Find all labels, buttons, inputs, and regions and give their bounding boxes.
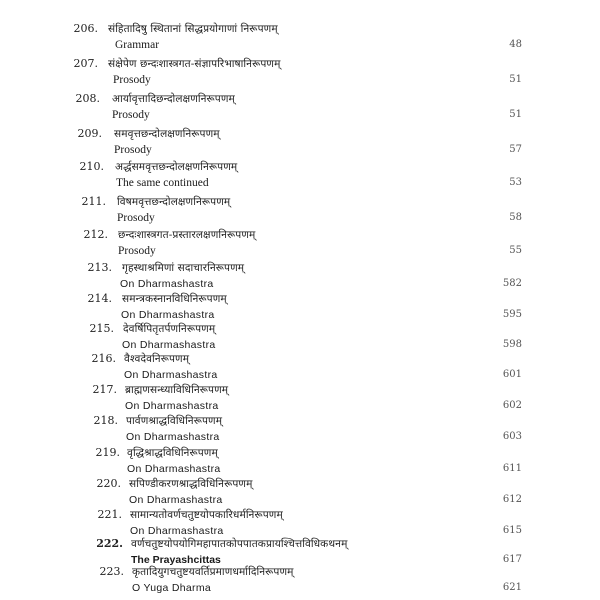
entry-number: 212. — [83, 228, 108, 241]
entry-number: 223. — [99, 565, 124, 578]
toc-entry-217 — [0, 383, 600, 417]
english-title: Prosody — [118, 245, 156, 257]
entry-number: 215. — [89, 322, 114, 335]
entry-number: 217. — [92, 383, 117, 396]
page-number: 603 — [502, 431, 522, 442]
page-number: 48 — [509, 39, 522, 50]
sanskrit-title: विषमवृत्तछन्दोलक्षणनिरूपणम् — [117, 196, 231, 208]
english-title: Prosody — [114, 144, 152, 156]
entry-number: 216. — [91, 352, 116, 365]
toc-entry-208 — [0, 92, 600, 126]
sanskrit-title: समवृत्तछन्दोलक्षणनिरूपणम् — [114, 128, 220, 140]
toc-entry-218 — [0, 414, 600, 448]
sanskrit-title: अर्द्धसमवृत्तछन्दोलक्षणनिरूपणम् — [115, 161, 238, 173]
sanskrit-title: वर्णचतुष्टयोपयोगिमहापातकोपपातकप्रायश्चित्तविधिकथनम् — [131, 538, 348, 550]
english-title: Prosody — [112, 109, 150, 121]
toc-entry-209 — [0, 127, 600, 161]
page-number: 601 — [502, 369, 522, 380]
entry-number: 209. — [77, 127, 102, 140]
sanskrit-title: गृहस्थाश्रमिणां सदाचारनिरूपणम् — [122, 262, 245, 274]
toc-entry-215 — [0, 322, 600, 356]
english-title: On Dharmashastra — [125, 400, 219, 412]
page-number: 57 — [509, 144, 522, 155]
entry-number: 207. — [73, 57, 98, 70]
sanskrit-title: ब्राह्मणसन्ध्याविधिनिरूपणम् — [125, 384, 229, 396]
toc-entry-214 — [0, 292, 600, 326]
page-number: 602 — [502, 400, 522, 411]
page-number: 615 — [502, 525, 522, 536]
toc-entry-223 — [0, 565, 600, 599]
page-number: 51 — [509, 74, 522, 85]
toc-entry-211 — [0, 195, 600, 229]
toc-entry-206 — [0, 22, 600, 56]
page-number: 53 — [509, 177, 522, 188]
toc-entry-213 — [0, 261, 600, 295]
english-title: On Dharmashastra — [121, 309, 215, 321]
toc-entry-216 — [0, 352, 600, 386]
sanskrit-title: संक्षेपेण छन्दःशास्त्रगत-संज्ञापरिभाषानिरूपणम् — [108, 58, 281, 70]
entry-number: 219. — [95, 446, 120, 459]
english-title: On Dharmashastra — [129, 494, 223, 506]
english-title: On Dharmashastra — [120, 278, 214, 290]
entry-number: 222. — [96, 537, 123, 550]
english-title: Grammar — [115, 39, 160, 51]
sanskrit-title: देवर्षिपितृतर्पणनिरूपणम् — [123, 323, 216, 335]
entry-number: 220. — [96, 477, 121, 490]
sanskrit-title: वैश्वदेवनिरूपणम् — [124, 353, 190, 365]
english-title: On Dharmashastra — [126, 431, 220, 443]
page-number: 617 — [502, 554, 522, 565]
sanskrit-title: आर्यावृत्तादिछन्दोलक्षणनिरूपणम् — [112, 93, 235, 105]
entry-number: 218. — [93, 414, 118, 427]
english-title: Prosody — [117, 212, 155, 224]
toc-entry-212 — [0, 228, 600, 262]
english-title: O Yuga Dharma — [132, 582, 211, 594]
english-title: On Dharmashastra — [122, 339, 216, 351]
sanskrit-title: सामान्यतोवर्णचतुष्टयोपकारिधर्मनिरूपणम् — [130, 509, 283, 521]
sanskrit-title: पार्वणश्राद्धविधिनिरूपणम् — [126, 415, 223, 427]
english-title: Prosody — [113, 74, 151, 86]
page-number: 612 — [502, 494, 522, 505]
page-number: 621 — [502, 582, 522, 593]
page-number: 598 — [502, 339, 522, 350]
english-title: On Dharmashastra — [127, 463, 221, 475]
sanskrit-title: संहितादिषु स्थितानां सिद्धप्रयोगाणां निरूपणम् — [108, 23, 278, 35]
english-title: On Dharmashastra — [124, 369, 218, 381]
sanskrit-title: कृतादियुगचतुष्टयवर्तिप्रमाणधर्मादिनिरूपणम् — [132, 566, 294, 578]
english-title: On Dharmashastra — [130, 525, 224, 537]
page-number: 582 — [502, 278, 522, 289]
entry-number: 208. — [75, 92, 100, 105]
page-number: 595 — [502, 309, 522, 320]
entry-number: 211. — [81, 195, 106, 208]
entry-number: 210. — [79, 160, 104, 173]
sanskrit-title: छन्दःशास्त्रगत-प्रस्तारलक्षणनिरूपणम् — [118, 229, 256, 241]
entry-number: 213. — [87, 261, 112, 274]
sanskrit-title: सपिण्डीकरणश्राद्धविधिनिरूपणम् — [129, 478, 253, 490]
english-title: The Prayashcittas — [131, 554, 221, 566]
toc-entry-219 — [0, 446, 600, 480]
toc-entry-210 — [0, 160, 600, 194]
entry-number: 206. — [73, 22, 98, 35]
english-title: The same continued — [116, 177, 209, 189]
toc-entry-207 — [0, 57, 600, 91]
page-number: 55 — [509, 245, 522, 256]
page-number: 611 — [502, 463, 522, 474]
sanskrit-title: समन्त्रकस्नानविधिनिरूपणम् — [122, 293, 227, 305]
entry-number: 221. — [97, 508, 122, 521]
sanskrit-title: वृद्धिश्राद्धविधिनिरूपणम् — [127, 447, 218, 459]
page-number: 58 — [509, 212, 522, 223]
toc-entry-220 — [0, 477, 600, 511]
entry-number: 214. — [87, 292, 112, 305]
page-number: 51 — [509, 109, 522, 120]
